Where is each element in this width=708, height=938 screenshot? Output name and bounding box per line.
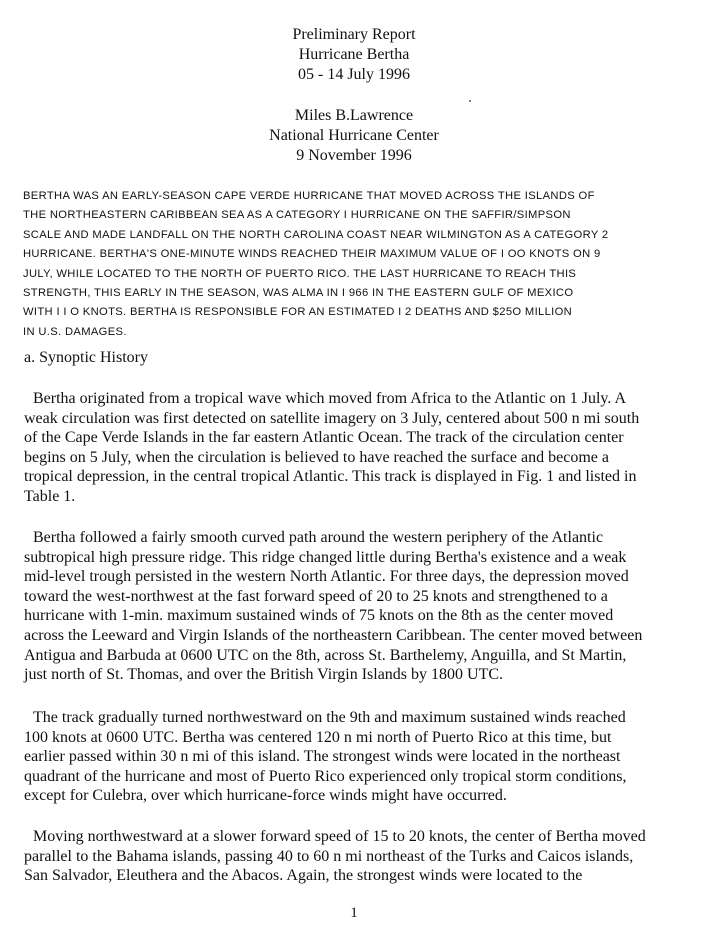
paragraph-line: toward the west-northwest at the fast forward speed of 20 to 25 knots and strengthened to a <box>24 587 608 605</box>
paragraph-line: Table 1. <box>24 487 76 505</box>
paragraph-line: Bertha followed a fairly smooth curved path around the western periphery of the Atlantic <box>33 529 604 546</box>
author-block <box>0 106 708 166</box>
paragraph-line: weak circulation was first detected on satellite imagery on 3 July, centered about 500 n mi south <box>24 409 640 427</box>
scan-speck <box>469 100 471 102</box>
abstract-line: IN U.S. DAMAGES. <box>23 325 127 338</box>
paragraph-line: San Salvador, Eleuthera and the Abacos. Again, the strongest winds were located to the <box>24 867 583 885</box>
paragraph-line: 100 knots at 0600 UTC. Bertha was centered 120 n mi north of Puerto Rico at this time, but <box>24 728 612 746</box>
paragraph-line: across the Leeward and Virgin Islands of the northeastern Caribbean. The center moved between <box>24 626 643 644</box>
paragraph-line: begins on 5 July, when the circulation is believed to have reached the surface and become a <box>24 448 609 466</box>
paragraph-line: Bertha originated from a tropical wave which moved from Africa to the Atlantic on 1 July. A <box>33 390 627 407</box>
abstract-line: JULY, WHILE LOCATED TO THE NORTH OF PUERTO RICO. THE LAST HURRICANE TO REACH THIS <box>23 267 577 280</box>
author-organization: National Hurricane Center <box>269 127 439 144</box>
paragraph-4 <box>24 827 694 886</box>
paragraph-line: parallel to the Bahama islands, passing 40 to 60 n mi northeast of the Turks and Caicos islands, <box>24 847 634 865</box>
paragraph-1 <box>24 389 694 507</box>
page-number: 1 <box>350 905 358 921</box>
paragraph-line: just north of St. Thomas, and over the British Virgin Islands by 1800 UTC. <box>24 666 504 684</box>
abstract-line: STRENGTH, THIS EARLY IN THE SEASON, WAS ALMA IN I 966 IN THE EASTERN GULF OF MEXICO <box>23 287 574 300</box>
storm-name: Hurricane Bertha <box>298 46 410 63</box>
paragraph-line: tropical depression, in the central tropical Atlantic. This track is displayed in Fig. 1 and listed in <box>24 468 637 486</box>
abstract-line: BERTHA WAS AN EARLY-SEASON CAPE VERDE HURRICANE THAT MOVED ACROSS THE ISLANDS OF <box>23 190 595 202</box>
report-type: Preliminary Report <box>292 26 416 43</box>
report-header <box>0 25 708 85</box>
report-date: 9 November 1996 <box>296 147 412 164</box>
abstract-line: THE NORTHEASTERN CARIBBEAN SEA AS A CATEGORY I HURRICANE ON THE SAFFIR/SIMPSON <box>23 209 571 222</box>
section-heading: a. Synoptic History <box>24 349 148 366</box>
paragraph-line: The track gradually turned northwestward on the 9th and maximum sustained winds reached <box>33 709 626 726</box>
author-name: Miles B.Lawrence <box>294 107 414 124</box>
abstract-line: HURRICANE. BERTHA'S ONE-MINUTE WINDS REACHED THEIR MAXIMUM VALUE OF I OO KNOTS ON 9 <box>23 248 601 261</box>
paragraph-line: Moving northwestward at a slower forward speed of 15 to 20 knots, the center of Bertha moved <box>33 828 646 845</box>
paragraph-2 <box>24 528 694 685</box>
storm-dates: 05 - 14 July 1996 <box>298 66 410 83</box>
abstract-line: WITH I I O KNOTS. BERTHA IS RESPONSIBLE FOR AN ESTIMATED I 2 DEATHS AND $25O MILLION <box>23 306 573 319</box>
abstract-line: SCALE AND MADE LANDFALL ON THE NORTH CAROLINA COAST NEAR WILMINGTON AS A CATEGORY 2 <box>23 228 609 241</box>
paragraph-line: quadrant of the hurricane and most of Puerto Rico experienced only tropical storm conditions, <box>24 767 627 785</box>
paragraph-line: except for Culebra, over which hurricane-force winds might have occurred. <box>24 787 507 805</box>
paragraph-line: subtropical high pressure ridge. This ridge changed little during Bertha's existence and a weak <box>24 548 627 566</box>
abstract <box>23 187 693 342</box>
paragraph-line: mid-level trough persisted in the western North Atlantic. For three days, the depression moved <box>24 568 629 586</box>
paragraph-line: Antigua and Barbuda at 0600 UTC on the 8th, across St. Barthelemy, Anguilla, and St Martin, <box>24 646 627 664</box>
paragraph-line: of the Cape Verde Islands in the far eastern Atlantic Ocean. The track of the circulation center <box>24 429 624 447</box>
paragraph-line: hurricane with 1-min. maximum sustained winds of 75 knots on the 8th as the center moved <box>24 607 614 625</box>
paragraph-3 <box>24 708 694 806</box>
paragraph-line: earlier passed within 30 n mi of this island. The strongest winds were located in the northeast <box>24 748 621 766</box>
